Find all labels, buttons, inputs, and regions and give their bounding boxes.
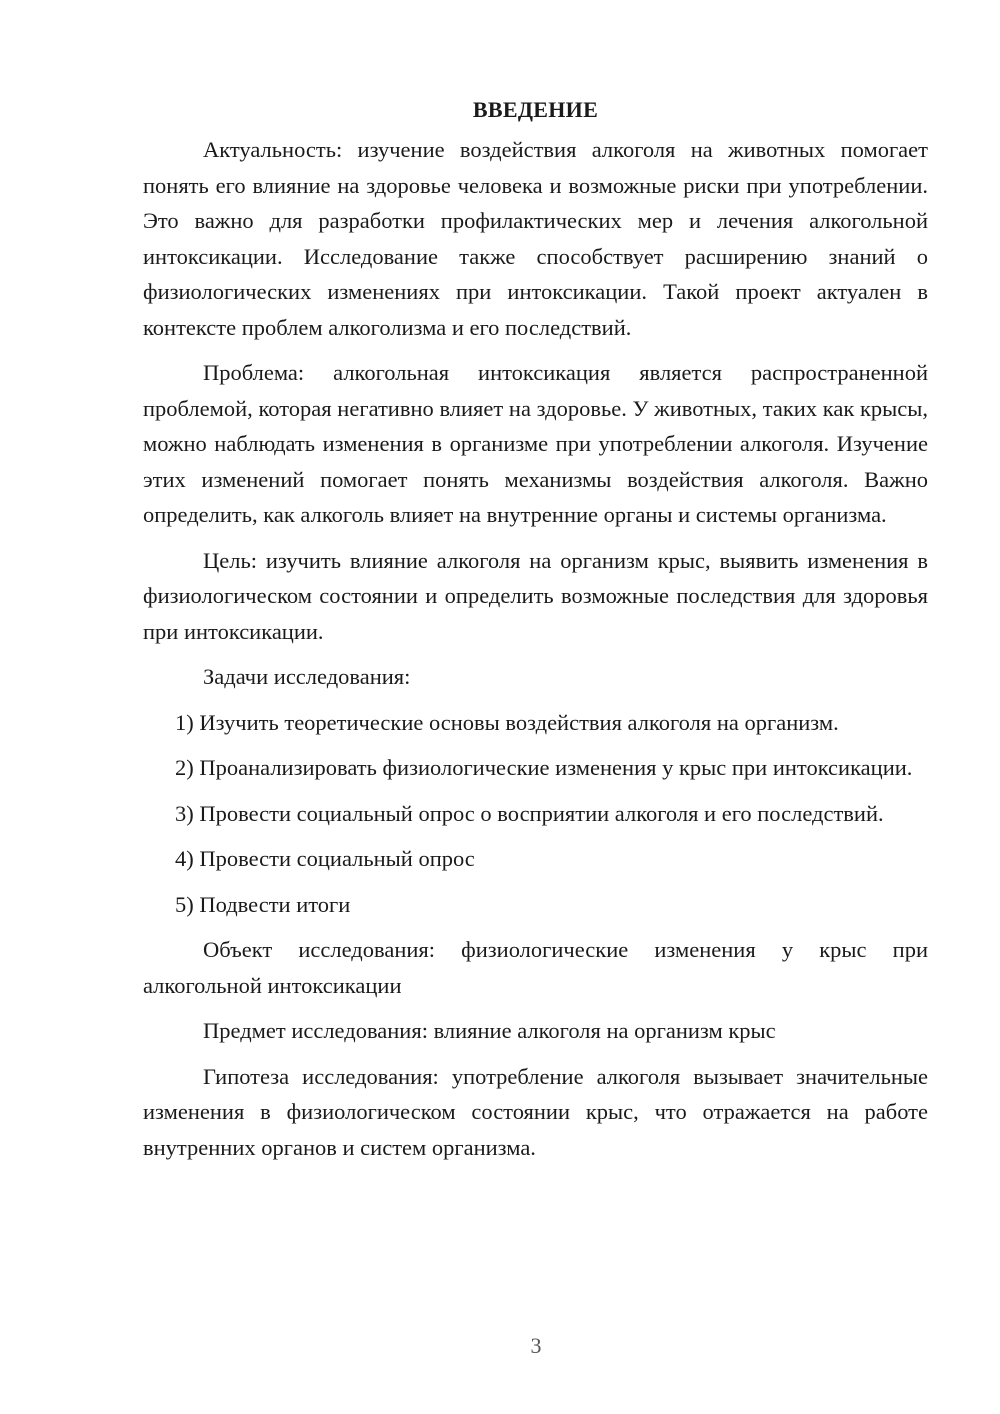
task-item-2: 2) Проанализировать физиологические изменения у крыс при интоксикации. <box>175 755 913 780</box>
document-page <box>143 92 928 1175</box>
tasks-heading: Задачи исследования: <box>203 664 411 689</box>
task-item-4: 4) Провести социальный опрос <box>175 846 475 871</box>
task-item-1: 1) Изучить теоретические основы воздействия алкоголя на организм. <box>175 709 839 735</box>
paragraph-hypothesis: Гипотеза исследования: употребление алкоголя вызывает значительные изменения в физиологическом состоянии крыс, что отражается на работе внутренних органов и систем организма. <box>143 1063 928 1160</box>
paragraph-subject: Предмет исследования: влияние алкоголя на организм крыс <box>203 1018 776 1043</box>
task-item-5: 5) Подвести итоги <box>175 891 351 917</box>
page-number: 3 <box>530 1333 542 1358</box>
paragraph-problem: Проблема: алкогольная интоксикация является распространенной проблемой, которая негативно влияет на здоровье. У животных, таких как крысы, можно наблюдать изменения в организме при употреблении алкоголя. Изучение этих изменений помогает понять механизмы воздействия алкоголя. Важно определить, как алкоголь влияет на внутренние органы и системы организма. <box>143 360 928 527</box>
paragraph-object: Объект исследования: физиологические изменения у крыс при алкогольной интоксикации <box>143 937 928 998</box>
paragraph-relevance: Актуальность: изучение воздействия алкоголя на животных помогает понять его влияние на здоровье человека и возможные риски при употреблении. Это важно для разработки профилактических мер и лечения алкогольной интоксикации. Исследование также способствует расширению знаний о физиологических изменениях при интоксикации. Такой проект актуален в контексте проблем алкоголизма и его последствий. <box>143 137 928 340</box>
task-item-3: 3) Провести социальный опрос о восприятии алкоголя и его последствий. <box>175 800 884 826</box>
page-title: ВВЕДЕНИЕ <box>472 97 599 122</box>
paragraph-goal: Цель: изучить влияние алкоголя на организм крыс, выявить изменения в физиологическом состоянии и определить возможные последствия для здоровья при интоксикации. <box>143 547 928 644</box>
